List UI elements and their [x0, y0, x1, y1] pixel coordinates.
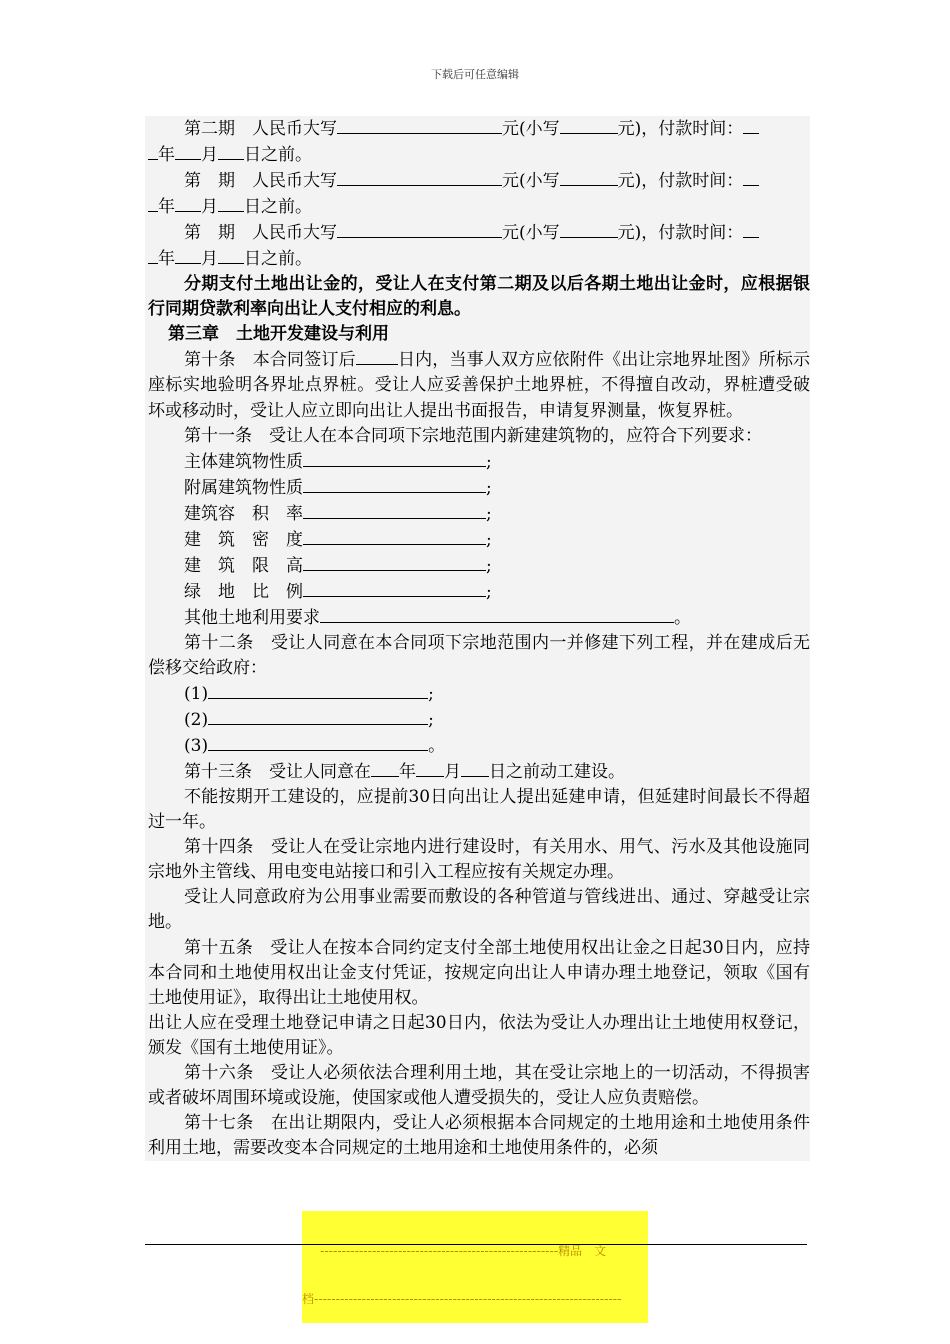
- blank-field[interactable]: [743, 116, 759, 134]
- blank-field[interactable]: [218, 142, 244, 160]
- blank-field[interactable]: [148, 194, 158, 212]
- requirement-item: 建筑容 积 率 ;: [148, 501, 810, 527]
- installment-note: 分期支付土地出让金的，受让人在支付第二期及以后各期土地出让金时，应根据银行同期贷款利率向出让人支付相应的利息。: [148, 274, 810, 320]
- article-10: 第十条 本合同签订后 日内，当事人双方应依附件《出让宗地界址图》所标示座标实地验明各界址点界桩。受让人应妥善保护土地界桩，不得擅自改动，界桩遭受破坏或移动时，受让人应立即向出让人提出书面报告，申请复界测量，恢复界桩。: [148, 347, 810, 423]
- blank-field[interactable]: [743, 168, 759, 186]
- blank-field[interactable]: [356, 347, 398, 365]
- blank-field[interactable]: [175, 246, 201, 264]
- blank-field[interactable]: [560, 168, 618, 186]
- requirement-item: 建 筑 密 度 ;: [148, 527, 810, 553]
- work-item: (3) 。: [148, 733, 810, 759]
- blank-field[interactable]: [371, 759, 399, 777]
- blank-field[interactable]: [337, 220, 502, 238]
- blank-field[interactable]: [560, 116, 618, 134]
- blank-field[interactable]: [337, 116, 502, 134]
- blank-field[interactable]: [303, 475, 486, 493]
- article-16: 第十六条 受让人必须依法合理利用土地，其在受让宗地上的一切活动，不得损害或者破坏周围环境或设施，使国家或他人遭受损失的，受让人应负责赔偿。: [148, 1062, 810, 1108]
- page-header: 下载后可任意编辑: [431, 68, 519, 81]
- blank-field[interactable]: [743, 220, 759, 238]
- article-11: 第十一条 受让人在本合同项下宗地范围内新建建筑物的，应符合下列要求：: [184, 425, 762, 446]
- footer-line-1: -------------------------------------------------------精品 文: [320, 1244, 607, 1258]
- requirement-item: 主体建筑物性质 ;: [148, 449, 810, 475]
- work-item: (1) ;: [148, 681, 810, 707]
- article-14: 第十四条 受让人在受让宗地内进行建设时，有关用水、用气、污水及其他设施同宗地外主管线、用电变电站接口和引入工程应按有关规定办理。: [148, 837, 810, 883]
- contract-body: [145, 116, 810, 1161]
- blank-field[interactable]: [461, 759, 489, 777]
- blank-field[interactable]: [148, 246, 158, 264]
- blank-field[interactable]: [208, 681, 428, 699]
- article-12: 第十二条 受让人同意在本合同项下宗地范围内一并修建下列工程，并在建成后无偿移交给政府：: [148, 632, 810, 678]
- footer-line-2: 档-----------------------------------------------------------------------: [302, 1292, 622, 1306]
- blank-field[interactable]: [560, 220, 618, 238]
- blank-field[interactable]: [337, 168, 502, 186]
- blank-field[interactable]: [148, 142, 158, 160]
- blank-field[interactable]: [218, 246, 244, 264]
- payment-line: 第 期 人民币大写 元(小写 元)，付款时间： 年 月 日之前。: [148, 168, 810, 220]
- article-14-consent: 受让人同意政府为公用事业需要而敷设的各种管道与管线进出、通过、穿越受让宗地。: [148, 887, 810, 933]
- article-13-extension: 不能按期开工建设的，应提前30日向出让人提出延建申请，但延建时间最长不得超过一年。: [148, 787, 810, 833]
- article-17: 第十七条 在出让期限内，受让人必须根据本合同规定的土地用途和土地使用条件利用土地，需要改变本合同规定的土地用途和土地使用条件的，必须: [148, 1112, 810, 1158]
- blank-field[interactable]: [218, 194, 244, 212]
- blank-field[interactable]: [303, 449, 486, 467]
- requirement-item: 绿 地 比 例 ;: [148, 579, 810, 605]
- article-15: 第十五条 受让人在按本合同约定支付全部土地使用权出让金之日起30日内，应持本合同和土地使用权出让金支付凭证，按规定向出让人申请办理土地登记，领取《国有土地使用证》，取得出让土地使用权。: [148, 937, 810, 1008]
- blank-field[interactable]: [208, 707, 428, 725]
- requirement-item: 建 筑 限 高 ;: [148, 553, 810, 579]
- chapter-heading: 第三章 土地开发建设与利用: [168, 324, 389, 345]
- payment-line: 第二期 人民币大写 元(小写 元)，付款时间： 年 月 日之前。: [148, 116, 810, 168]
- work-item: (2) ;: [148, 707, 810, 733]
- blank-field[interactable]: [303, 553, 486, 571]
- requirement-item: 附属建筑物性质 ;: [148, 475, 810, 501]
- footer-rule: [145, 1244, 807, 1245]
- blank-field[interactable]: [303, 501, 486, 519]
- blank-field[interactable]: [303, 579, 486, 597]
- blank-field[interactable]: [320, 605, 674, 623]
- blank-field[interactable]: [175, 142, 201, 160]
- article-15-registration: 出让人应在受理土地登记申请之日起30日内，依法为受让人办理出让土地使用权登记，颁发《国有土地使用证》。: [148, 1012, 810, 1058]
- blank-field[interactable]: [303, 527, 486, 545]
- payment-line: 第 期 人民币大写 元(小写 元)，付款时间： 年 月 日之前。: [148, 220, 810, 272]
- article-13: 第十三条 受让人同意在 年 月 日之前动工建设。: [148, 759, 810, 785]
- blank-field[interactable]: [208, 733, 428, 751]
- blank-field[interactable]: [175, 194, 201, 212]
- blank-field[interactable]: [416, 759, 444, 777]
- footer-watermark: [302, 1211, 648, 1323]
- requirement-item: 其他土地利用要求 。: [148, 605, 810, 631]
